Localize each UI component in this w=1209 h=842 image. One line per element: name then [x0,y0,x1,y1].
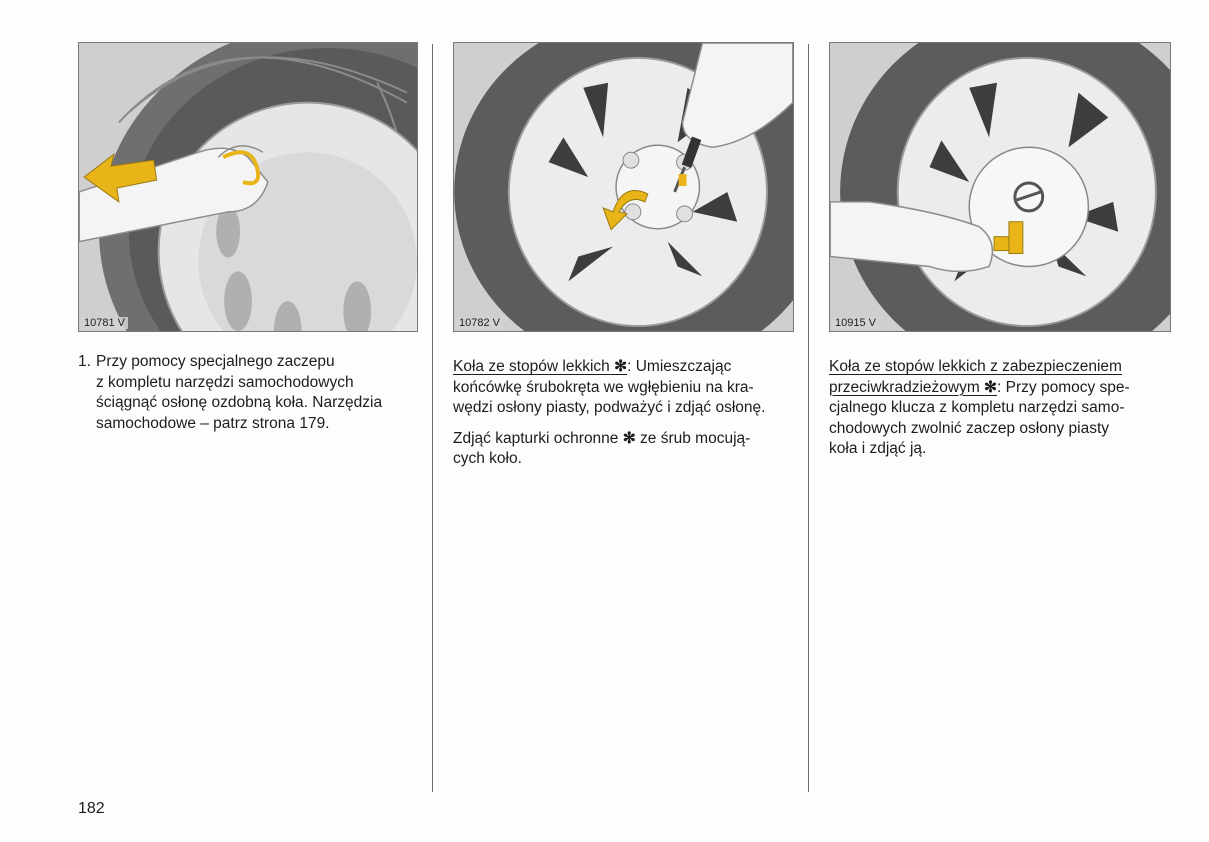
instruction-column-3 [829,357,1179,470]
option-star-icon: ✻ [614,358,628,375]
paragraph-alloy-wheels: Koła ze stopów lekkich ✻: Umieszczając końcówkę śrubokręta we wgłębieniu na kra- wędzi osłony piasty, podważyć i zdjąć osłonę. [453,358,766,416]
step-text: Przy pomocy specjalnego zaczepu z kompletu narzędzi samochodowych ściągnąć osłonę ozdobną koła. Narzędzia samochodowe – patrz strona 179. [96,353,383,432]
option-star-icon: ✻ [622,429,636,447]
wheel-cover-hand-illustration [79,43,417,331]
column-divider-1 [432,44,433,792]
figure-label: 10782 V [456,317,503,329]
hubcap-screwdriver-illustration [454,43,793,331]
figure-label: 10915 V [832,317,879,329]
instruction-column-1 [78,352,423,434]
figure-antitheft-key [829,42,1171,332]
step-number: 1. [78,353,91,370]
column-divider-2 [808,44,809,792]
section-heading: Koła ze stopów lekkich ✻ [453,358,628,375]
section-heading-cont: przeciwkradzieżowym ✻ [829,378,998,396]
paragraph-protective-caps: Zdjąć kapturki ochronne ✻ ze śrub mocują- cych koło. [453,429,751,467]
instruction-column-2 [453,357,798,480]
page-number: 182 [78,800,105,817]
figure-wheel-cover-removal [78,42,418,332]
figure-hubcap-screwdriver [453,42,794,332]
figure-label: 10781 V [81,317,128,329]
numbered-step [78,352,423,434]
section-heading: Koła ze stopów lekkich z zabezpieczeniem [829,358,1122,375]
option-star-icon: ✻ [984,378,998,396]
paragraph-antitheft: Koła ze stopów lekkich z zabezpieczeniem przeciwkradzieżowym ✻: Przy pomocy spe- cjalnego klucza z kompletu narzędzi samo- chodowych zwolnić zaczep osłony piasty koła i zdjąć ją. [829,358,1130,457]
antitheft-key-illustration [830,43,1170,331]
